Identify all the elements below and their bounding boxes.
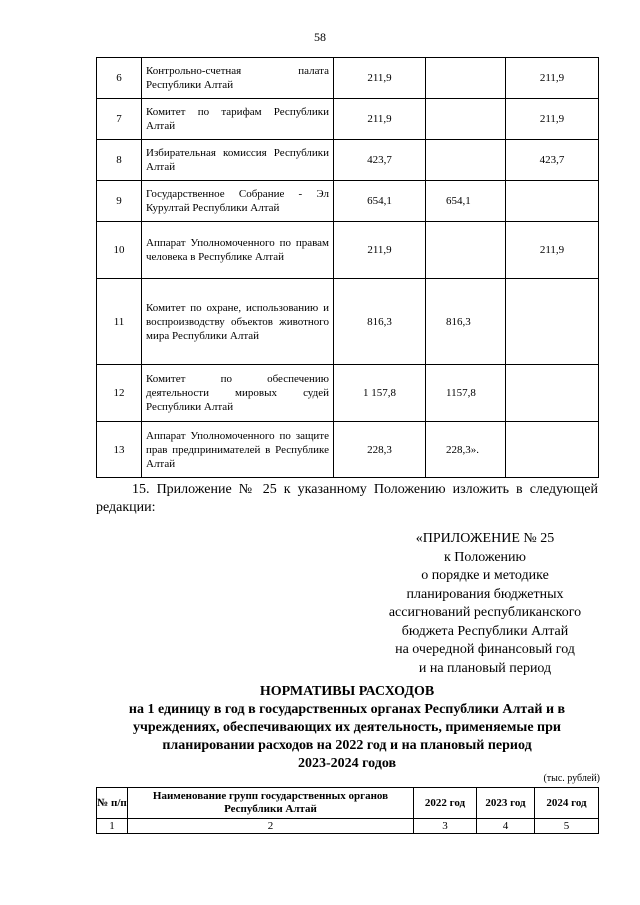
amount-col3: 211,9: [506, 222, 599, 279]
amount-total: 228,3: [334, 422, 426, 478]
amount-col2: [426, 58, 506, 99]
appendix-line: «ПРИЛОЖЕНИЕ № 25: [415, 531, 555, 546]
organ-name: Аппарат Уполномоченного по правам человека в Республике Алтай: [142, 222, 334, 279]
heading-line: НОРМАТИВЫ РАСХОДОВ: [259, 684, 435, 699]
header-number: № п/п: [97, 788, 128, 819]
amount-total: 211,9: [334, 222, 426, 279]
heading-line: 2023-2024 годов: [297, 756, 397, 771]
appendix-line: о порядке и методике: [421, 568, 549, 583]
budget-table: [96, 57, 599, 478]
table-row: [97, 140, 599, 181]
appendix-line: планирования бюджетных: [406, 586, 564, 602]
appendix-line: ассигнований республиканского: [388, 605, 582, 620]
amount-col2: 1157,8: [426, 365, 506, 422]
index-cell: 2: [128, 819, 414, 834]
organ-name: Аппарат Уполномоченного по защите прав предпринимателей в Республике Алтай: [142, 422, 334, 478]
row-number: 8: [97, 140, 142, 181]
table-row: [97, 279, 599, 365]
header-2024: 2024 год: [535, 788, 599, 819]
amount-col3: 211,9: [506, 58, 599, 99]
table-row: [97, 58, 599, 99]
row-number: 11: [97, 279, 142, 365]
header-2022: 2022 год: [414, 788, 477, 819]
table-row: [97, 819, 599, 834]
heading-line: учреждениях, обеспечивающих их деятельность, применяемые при: [133, 720, 561, 735]
row-number: 12: [97, 365, 142, 422]
amount-col3: 211,9: [506, 99, 599, 140]
table-row: [97, 99, 599, 140]
page-number: 58: [314, 30, 326, 44]
heading-line: планировании расходов на 2022 год и на плановый период: [162, 738, 532, 753]
appendix-header: [370, 530, 600, 678]
organ-name: Государственное Собрание - Эл Курултай Республики Алтай: [142, 181, 334, 222]
appendix-line: на очередной финансовый год: [395, 642, 575, 657]
amount-total: 816,3: [334, 279, 426, 365]
index-cell: 5: [535, 819, 599, 834]
amount-col3: [506, 279, 599, 365]
amount-col2: [426, 140, 506, 181]
organ-name: Комитет по охране, использованию и воспроизводству объектов животного мира Республики Алтай: [142, 279, 334, 365]
row-number: 9: [97, 181, 142, 222]
amount-col3: [506, 365, 599, 422]
amount-col2: 654,1: [426, 181, 506, 222]
amount-col2: [426, 222, 506, 279]
row-number: 10: [97, 222, 142, 279]
amount-total: 423,7: [334, 140, 426, 181]
amount-col3: [506, 181, 599, 222]
amount-total: 211,9: [334, 99, 426, 140]
row-number: 13: [97, 422, 142, 478]
amount-col2: 228,3».: [426, 422, 506, 478]
heading-line: на 1 единицу в год в государственных органах Республики Алтай и в: [128, 702, 566, 717]
table-row: [97, 365, 599, 422]
organ-name: Комитет по тарифам Республики Алтай: [142, 99, 334, 140]
table-row: [97, 422, 599, 478]
amount-total: 211,9: [334, 58, 426, 99]
organ-name: Комитет по обеспечению деятельности мировых судей Республики Алтай: [142, 365, 334, 422]
appendix-line: и на плановый период: [418, 660, 552, 676]
appendix-line: к Положению: [443, 549, 526, 565]
table-header-row: [97, 788, 599, 819]
amount-col3: [506, 422, 599, 478]
header-name: Наименование групп государственных органов Республики Алтай: [128, 788, 414, 819]
index-cell: 3: [414, 819, 477, 834]
amount-total: 654,1: [334, 181, 426, 222]
document-heading: [96, 683, 598, 773]
row-number: 7: [97, 99, 142, 140]
header-2023: 2023 год: [477, 788, 535, 819]
amount-col2: [426, 99, 506, 140]
row-number: 6: [97, 58, 142, 99]
table-row: [97, 222, 599, 279]
appendix-line: бюджета Республики Алтай: [401, 623, 569, 639]
norms-table: [96, 787, 599, 834]
amount-total: 1 157,8: [334, 365, 426, 422]
amount-col2: 816,3: [426, 279, 506, 365]
index-cell: 1: [97, 819, 128, 834]
units-label: (тыс. рублей): [543, 773, 600, 784]
organ-name: Избирательная комиссия Республики Алтай: [142, 140, 334, 181]
table-row: [97, 181, 599, 222]
amount-col3: 423,7: [506, 140, 599, 181]
index-cell: 4: [477, 819, 535, 834]
amendment-paragraph: 15. Приложение № 25 к указанному Положению изложить в следующей редакции:: [96, 482, 598, 515]
organ-name: Контрольно-счетная палата Республики Алтай: [142, 58, 334, 99]
